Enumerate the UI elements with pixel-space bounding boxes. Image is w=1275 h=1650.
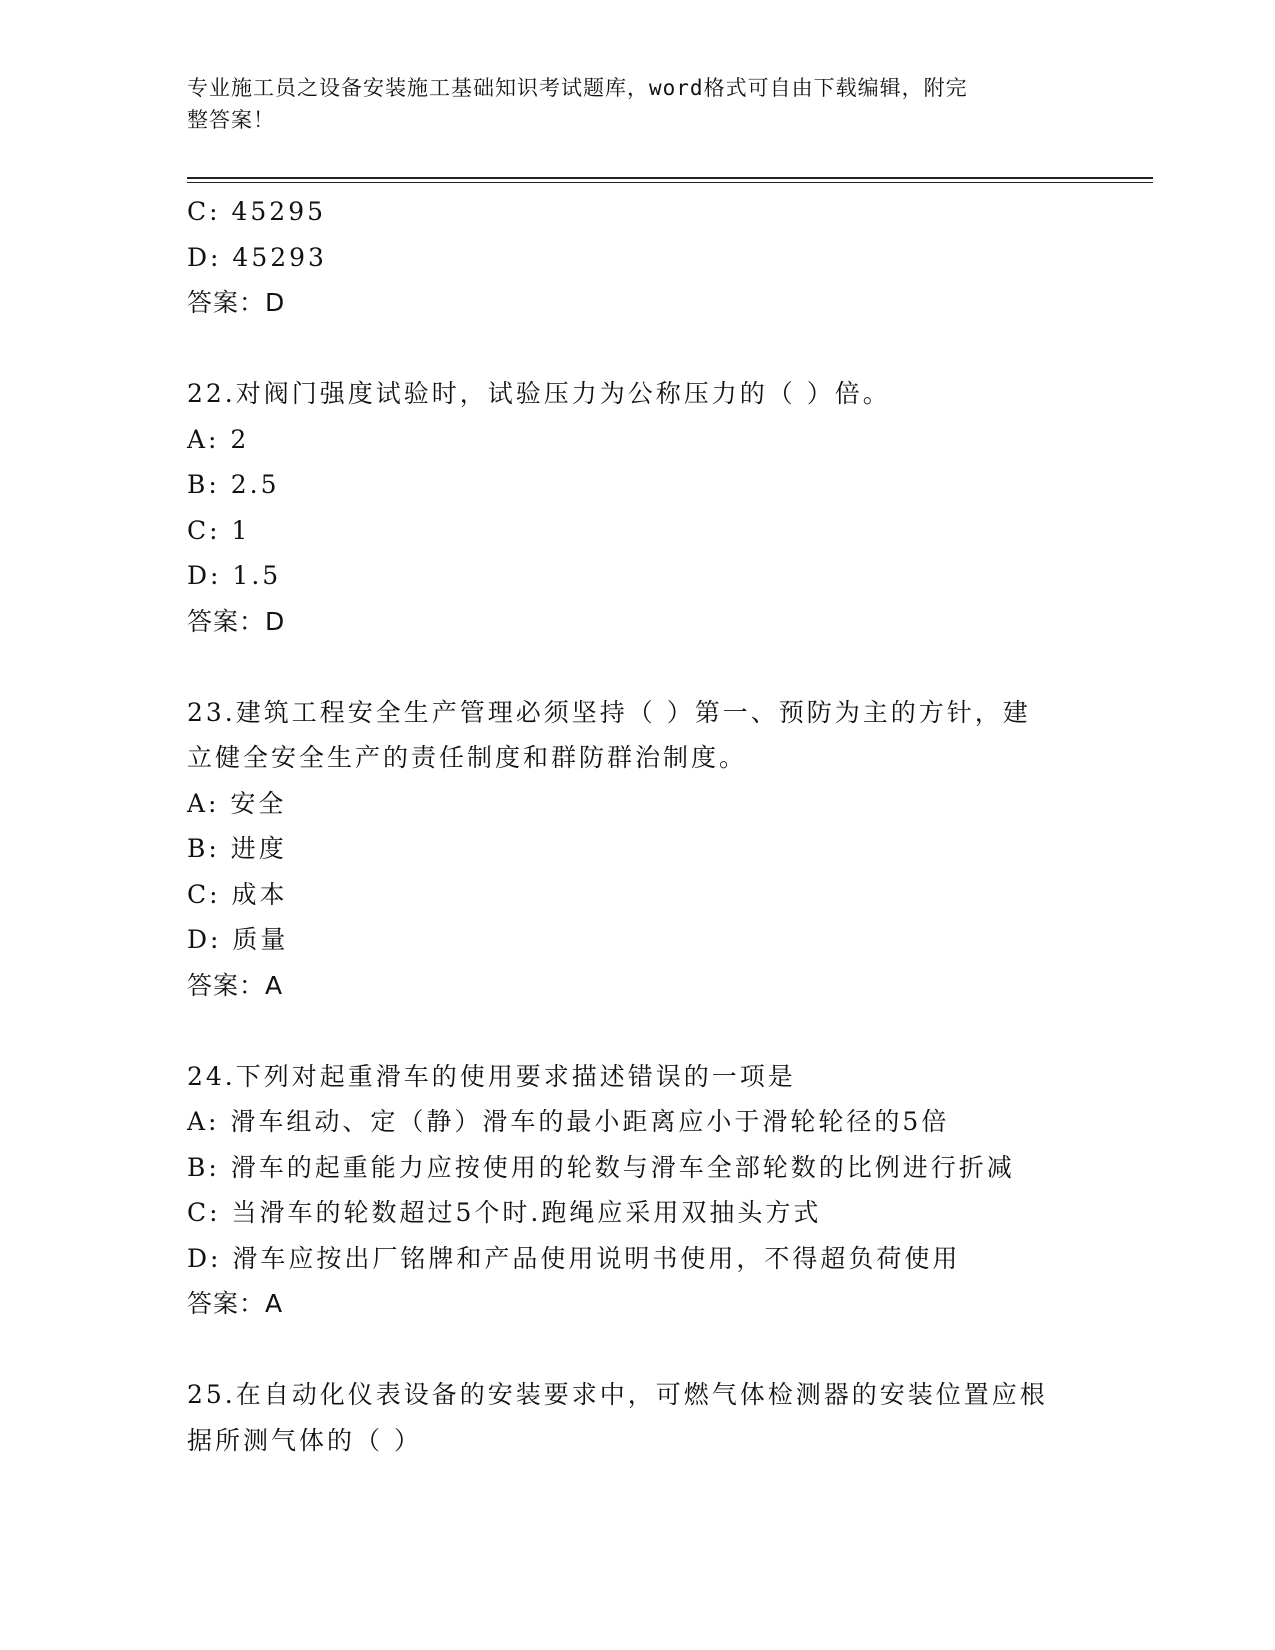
question-list xyxy=(187,189,1087,1463)
option-c: C: 45295 xyxy=(187,197,327,226)
option-b: B: 2.5 xyxy=(187,470,280,499)
question-stem-line-1: 25.在自动化仪表设备的安装要求中，可燃气体检测器的安装位置应根 xyxy=(187,1380,1048,1409)
header-title-line-2: 整答案！ xyxy=(187,108,275,132)
question-22 xyxy=(187,371,1087,644)
option-d: D: 质量 xyxy=(187,925,289,954)
option-a: A: 滑车组动、定（静）滑车的最小距离应小于滑轮轮径的5倍 xyxy=(187,1107,950,1136)
answer-line: 答案：D xyxy=(187,288,286,317)
question-stem-line-1: 23.建筑工程安全生产管理必须坚持（ ）第一、预防为主的方针，建 xyxy=(187,697,1031,727)
answer-line: 答案：A xyxy=(187,1289,284,1318)
header-title-line-1: 专业施工员之设备安装施工基础知识考试题库，word格式可自由下载编辑，附完 xyxy=(187,76,968,100)
option-b: B: 进度 xyxy=(187,834,287,863)
option-a: A: 安全 xyxy=(187,788,287,818)
document-header xyxy=(187,72,1067,136)
spacer xyxy=(187,1008,1087,1054)
question-stem: 22.对阀门强度试验时，试验压力为公称压力的（ ）倍。 xyxy=(187,379,891,408)
answer-line: 答案：A xyxy=(187,970,284,1000)
option-c: C: 1 xyxy=(187,515,251,545)
spacer xyxy=(187,326,1087,372)
question-stem: 24.下列对起重滑车的使用要求描述错误的一项是 xyxy=(187,1061,796,1091)
spacer xyxy=(187,1327,1087,1373)
header-divider-thin xyxy=(187,182,1153,183)
header-divider-thick xyxy=(187,177,1153,179)
spacer xyxy=(187,644,1087,690)
option-d: D: 1.5 xyxy=(187,561,282,590)
question-23 xyxy=(187,690,1087,1009)
question-24 xyxy=(187,1054,1087,1327)
option-c: C: 当滑车的轮数超过5个时.跑绳应采用双抽头方式 xyxy=(187,1198,822,1227)
option-a: A: 2 xyxy=(187,424,250,454)
option-d: D: 滑车应按出厂铭牌和产品使用说明书使用，不得超负荷使用 xyxy=(187,1243,961,1273)
question-21-tail xyxy=(187,189,1087,326)
option-b: B: 滑车的起重能力应按使用的轮数与滑车全部轮数的比例进行折减 xyxy=(187,1152,1015,1182)
option-c: C: 成本 xyxy=(187,879,288,909)
answer-line: 答案：D xyxy=(187,606,286,636)
question-stem-line-2: 据所测气体的（ ） xyxy=(187,1425,422,1455)
question-25 xyxy=(187,1372,1087,1463)
option-d: D: 45293 xyxy=(187,242,327,272)
question-stem-line-2: 立健全安全生产的责任制度和群防群治制度。 xyxy=(187,743,748,772)
